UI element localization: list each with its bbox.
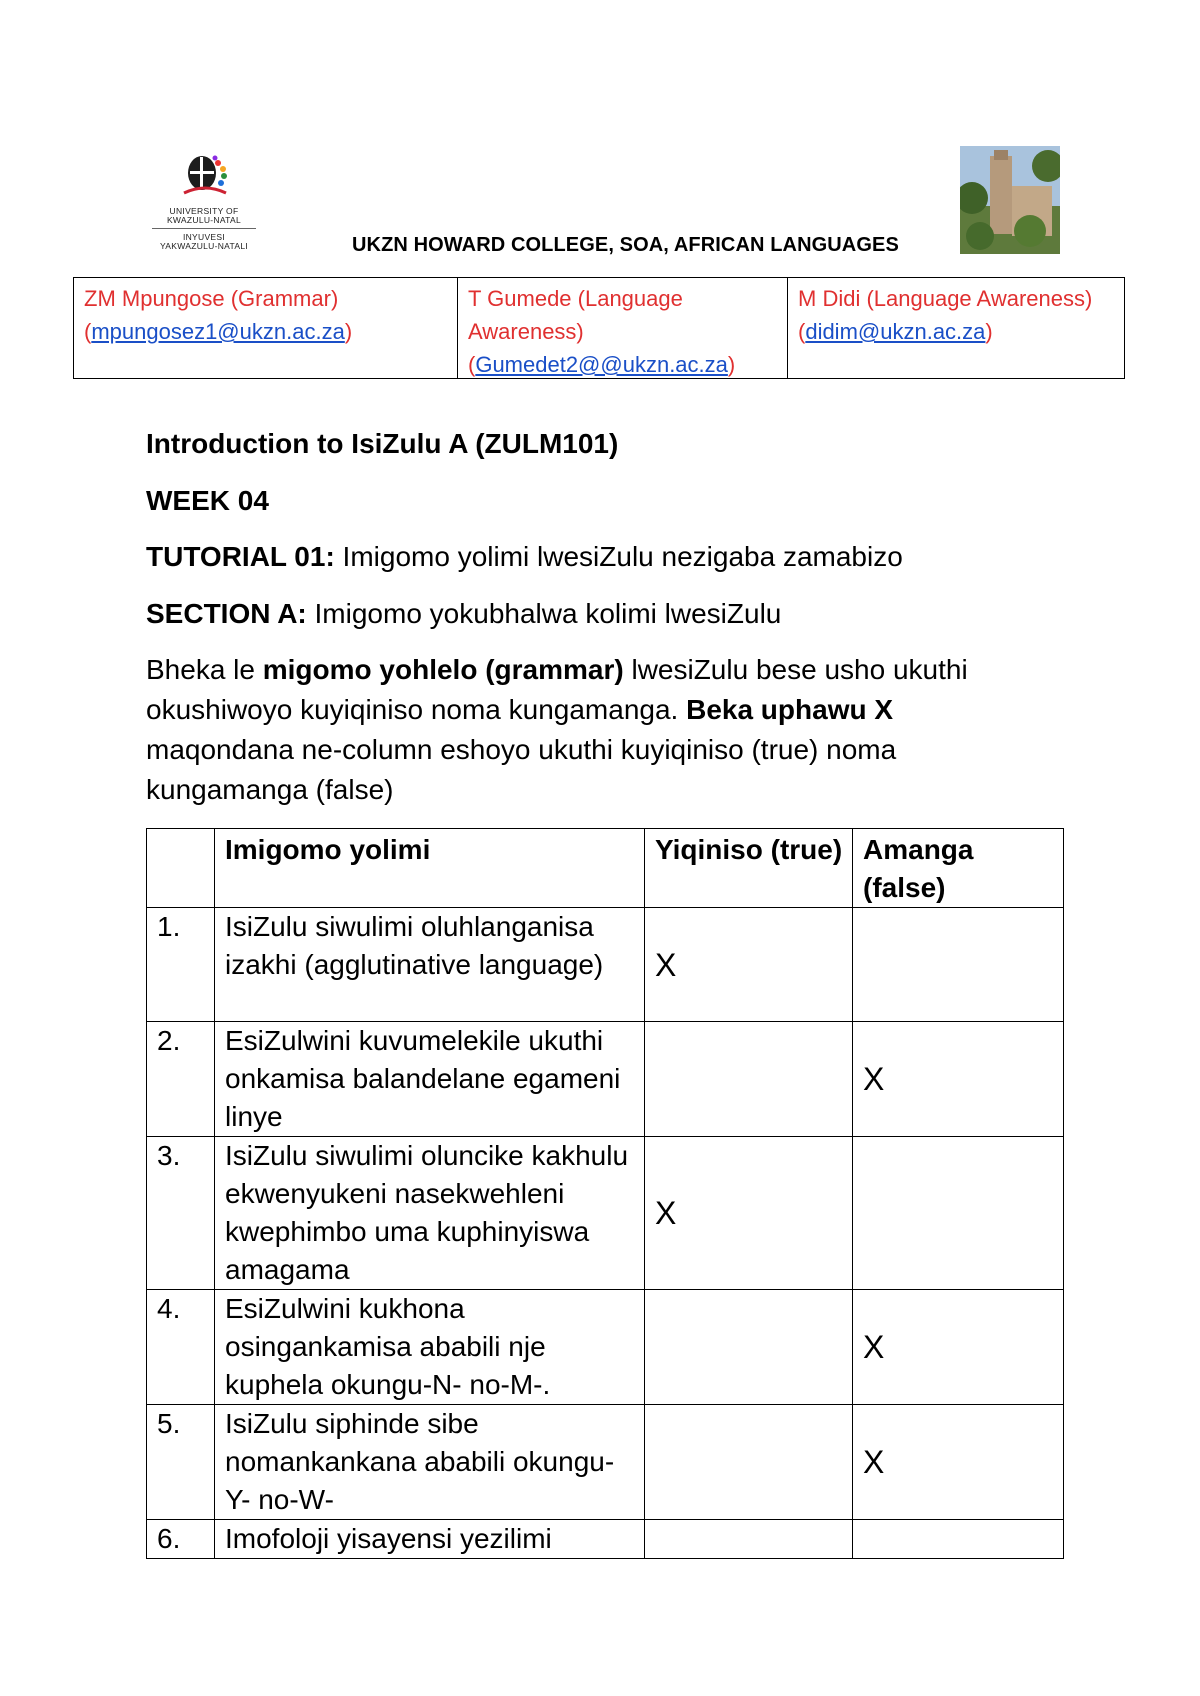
contact-close: ) <box>985 319 993 344</box>
section-heading <box>146 598 781 630</box>
contact-cell <box>787 278 1123 378</box>
contact-cell <box>74 278 457 378</box>
header-title: UKZN HOWARD COLLEGE, SOA, AFRICAN LANGUAGES <box>352 234 899 256</box>
row-number: 1. <box>147 908 215 1022</box>
grammar-true-false-table <box>146 828 1064 1559</box>
logo-line-2: KWAZULU-NATAL <box>166 215 242 225</box>
row-number: 4. <box>147 1290 215 1405</box>
logo-divider <box>152 228 256 229</box>
contact-email-link[interactable]: mpungosez1@ukzn.ac.za <box>91 319 345 344</box>
instructions-paragraph <box>146 650 1026 810</box>
row-true-mark[interactable] <box>645 1520 853 1559</box>
instr-part-2: lwesiZulu bese usho ukuthi okushiwoyo kuyiqiniso noma kungamanga. <box>146 654 968 725</box>
row-number: 2. <box>147 1022 215 1137</box>
table-row <box>147 1290 1064 1405</box>
row-rule: IsiZulu siphinde sibe nomankankana ababili okungu-Y- no-W- <box>215 1405 645 1520</box>
contact-text: T Gumede (Language Awareness) ( <box>468 286 683 377</box>
table-row <box>147 1137 1064 1290</box>
row-rule: IsiZulu siwulimi oluhlanganisa izakhi (agglutinative language) <box>215 908 645 1022</box>
row-false-mark[interactable] <box>853 1520 1064 1559</box>
row-rule: IsiZulu siwulimi oluncike kakhulu ekwenyukeni nasekwehleni kwephimbo uma kuphinyiswa amagama <box>215 1137 645 1290</box>
row-number: 3. <box>147 1137 215 1290</box>
header-false: Amanga (false) <box>853 829 1064 908</box>
tutorial-label: TUTORIAL 01: <box>146 541 335 572</box>
table-header-row <box>147 829 1064 908</box>
row-false-mark[interactable] <box>853 1137 1064 1290</box>
row-rule: EsiZulwini kukhona osingankamisa ababili nje kuphela okungu-N- no-M-. <box>215 1290 645 1405</box>
contact-email-link[interactable]: Gumedet2@@ukzn.ac.za <box>475 352 728 377</box>
logo-line-3: INYUVESI <box>182 232 226 242</box>
logo-line-4: YAKWAZULU-NATALI <box>159 241 249 251</box>
row-rule: Imofoloji yisayensi yezilimi <box>215 1520 645 1559</box>
instr-bold-1: migomo yohlelo (grammar) <box>262 654 624 685</box>
header-true: Yiqiniso (true) <box>645 829 853 908</box>
row-rule: EsiZulwini kuvumelekile ukuthi onkamisa balandelane egameni linye <box>215 1022 645 1137</box>
header-num <box>147 829 215 908</box>
campus-photo <box>960 146 1060 254</box>
header-rule: Imigomo yolimi <box>215 829 645 908</box>
row-number: 5. <box>147 1405 215 1520</box>
row-true-mark[interactable]: X <box>645 1137 853 1290</box>
row-true-mark[interactable]: X <box>645 908 853 1022</box>
logo-line-1: UNIVERSITY OF <box>169 206 239 216</box>
contact-close: ) <box>344 319 353 344</box>
contact-close: ) <box>727 352 736 377</box>
tutorial-heading <box>146 541 903 573</box>
ukzn-emblem-icon <box>180 153 230 201</box>
week-label: WEEK 04 <box>146 485 269 516</box>
instr-bold-2: Beka uphawu X <box>686 694 894 725</box>
row-true-mark[interactable] <box>645 1022 853 1137</box>
instr-part-1: Bheka le <box>146 654 263 685</box>
table-row <box>147 1520 1064 1559</box>
contacts-table <box>73 277 1125 379</box>
tutorial-text: Imigomo yolimi lwesiZulu nezigaba zamabizo <box>334 541 903 572</box>
instr-part-3: maqondana ne-column eshoyo ukuthi kuyiqiniso (true) noma kungamanga (false) <box>146 734 897 805</box>
row-false-mark[interactable]: X <box>853 1290 1064 1405</box>
section-text: Imigomo yokubhalwa kolimi lwesiZulu <box>306 598 782 629</box>
row-number: 6. <box>147 1520 215 1559</box>
table-row <box>147 908 1064 1022</box>
contact-text: ZM Mpungose (Grammar) ( <box>84 286 339 344</box>
contact-cell <box>457 278 787 378</box>
contact-text: M Didi (Language Awareness) ( <box>798 286 1093 344</box>
university-logo <box>148 153 260 255</box>
row-true-mark[interactable] <box>645 1405 853 1520</box>
section-label: SECTION A: <box>146 598 307 629</box>
row-false-mark[interactable] <box>853 908 1064 1022</box>
row-true-mark[interactable] <box>645 1290 853 1405</box>
row-false-mark[interactable]: X <box>853 1022 1064 1137</box>
course-title: Introduction to IsiZulu A (ZULM101) <box>146 428 619 459</box>
contact-email-link[interactable]: didim@ukzn.ac.za <box>805 319 986 344</box>
table-row <box>147 1405 1064 1520</box>
table-row <box>147 1022 1064 1137</box>
row-false-mark[interactable]: X <box>853 1405 1064 1520</box>
